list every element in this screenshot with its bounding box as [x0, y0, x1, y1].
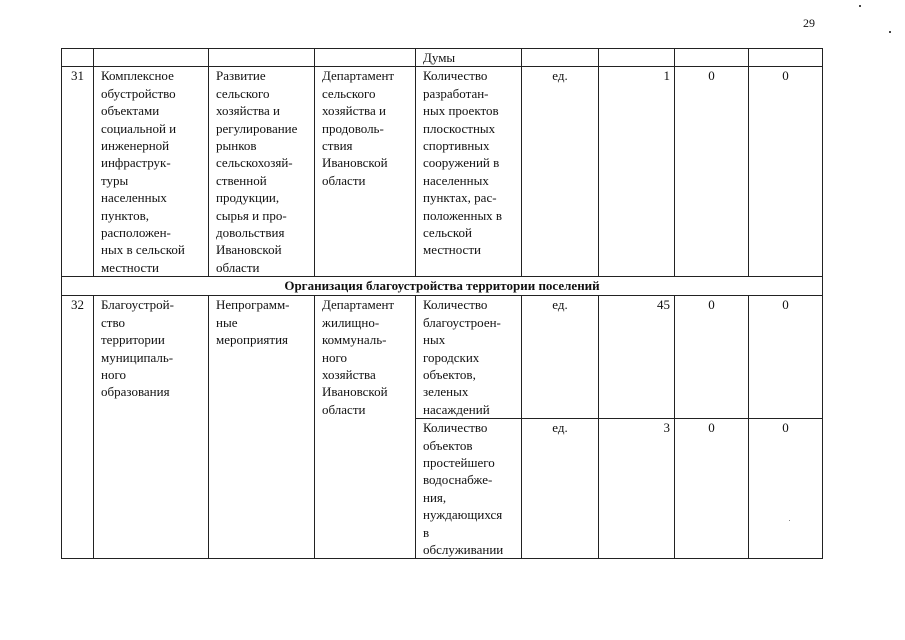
cell-executor: [315, 49, 416, 67]
executor-text: Департамент жилищно- коммуналь- ного хозяйства Ивановской области: [322, 297, 395, 417]
value-1-cell: 45: [599, 296, 675, 419]
cell-indicator: [416, 296, 522, 419]
cell-value-3: [749, 49, 823, 67]
event-text: Благоустрой- ство территории муниципаль- ного образования: [101, 297, 174, 400]
cell-event: [94, 49, 209, 67]
event-text: Комплексное обустройство объектами социальной и инженерной инфраструк- туры населенных пунктов, расположен- ных в сельской местности: [101, 68, 185, 275]
value-3-cell: 0: [749, 67, 823, 277]
row-number: 31: [62, 67, 94, 277]
row-number: 32: [62, 296, 94, 559]
scan-speck: [889, 31, 891, 33]
program-text: Развитие сельского хозяйства и регулирование рынков сельскохозяй- ственной продукции, сырья и про- довольствия Ивановской области: [216, 68, 298, 275]
cell-program: [209, 296, 315, 559]
unit-cell: ед.: [522, 296, 599, 419]
cell-value-1: [599, 49, 675, 67]
cell-value-2: [675, 49, 749, 67]
cell-executor: [315, 67, 416, 277]
value-3-cell: 0: [749, 419, 823, 559]
page-number: 29: [803, 16, 815, 30]
program-text: Непрограмм- ные мероприятия: [216, 297, 290, 348]
value-2-cell: 0: [675, 67, 749, 277]
unit-cell: ед.: [522, 419, 599, 559]
measures-table: [61, 48, 823, 559]
table-row: [62, 49, 823, 67]
table-row: [62, 296, 823, 419]
cell-unit: [522, 49, 599, 67]
value-3-cell: 0: [749, 296, 823, 419]
value-1-cell: 1: [599, 67, 675, 277]
value-2-cell: 0: [675, 296, 749, 419]
value-2-cell: 0: [675, 419, 749, 559]
indicator-text: Количество благоустроен- ных городских объектов, зеленых насаждений: [423, 297, 501, 417]
section-row: [62, 277, 823, 296]
cell-num: [62, 49, 94, 67]
scan-speck: [859, 5, 861, 7]
unit-cell: ед.: [522, 67, 599, 277]
cell-indicator: [416, 419, 522, 559]
cell-indicator: [416, 67, 522, 277]
executor-text: Департамент сельского хозяйства и продоволь- ствия Ивановской области: [322, 68, 395, 188]
section-title: Организация благоустройства территории поселений: [62, 277, 823, 296]
indicator-text: Думы: [423, 50, 456, 65]
table-row: [62, 67, 823, 277]
cell-program: [209, 49, 315, 67]
value-1-cell: 3: [599, 419, 675, 559]
indicator-text: Количество объектов простейшего водоснабже- ния, нуждающихся в обслуживании: [423, 420, 504, 557]
cell-event: [94, 67, 209, 277]
cell-indicator: [416, 49, 522, 67]
cell-event: [94, 296, 209, 559]
cell-program: [209, 67, 315, 277]
indicator-text: Количество разработан- ных проектов плоскостных спортивных сооружений в населенных пунктах, рас- положенных в сельской местности: [423, 68, 503, 258]
cell-executor: [315, 296, 416, 559]
